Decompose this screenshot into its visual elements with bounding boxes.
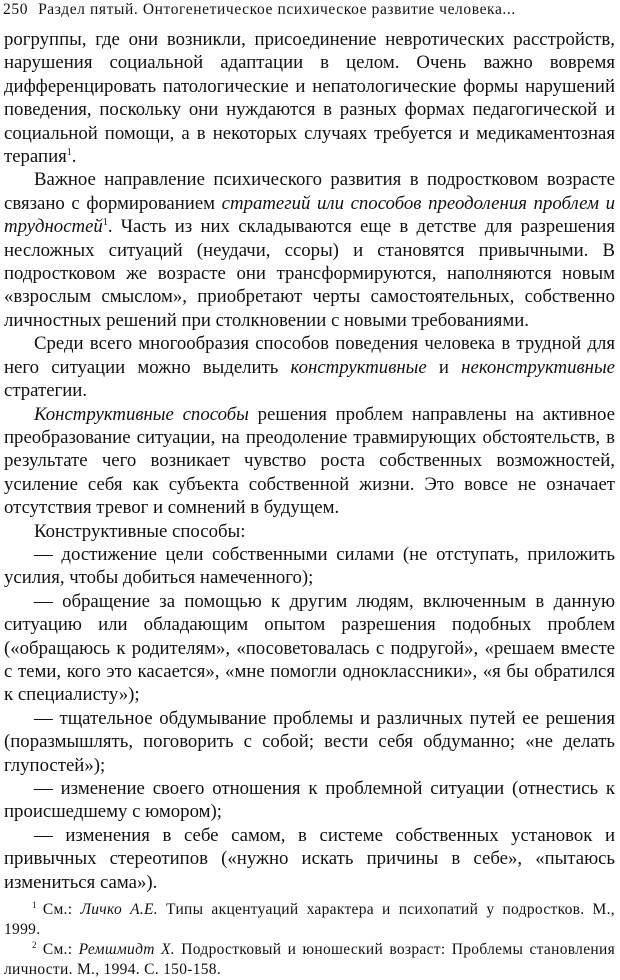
footnote [4,900,615,940]
footnote-text: Подростковый и юношеский возраст: Проблемы становления личности. М., 1994. С. 150-158. [4,941,615,978]
paragraph-text: Важное направление психического развития в подростковом возрасте связано с формированием [4,169,615,214]
footnote-ref: 1 [102,217,108,229]
list-item: — обращение за помощью к другим людям, включенным в данную ситуацию или обладающим опытом разрешения подобных проблем («обращаюсь к родителям», «посоветовалась с подругой», «решаем вместе с теми, кого это касается», «мне помогли одноклассники», «я бы обратился к специалисту»); [4,590,615,706]
paragraph-text: и [426,356,462,378]
emphasis-text: стратегий или способов преодоления проблем и трудностей [4,192,615,238]
main-text [4,28,615,894]
running-title: Раздел пятый. Онтогенетическое психическое развитие человека... [38,1,516,18]
footnote-mark: 2 [32,940,37,950]
list-item: — изменения в себе самом, в системе собственных установок и привычных стереотипов («нужно искать причины в себе», «пытаюсь измениться сама»). [4,824,615,893]
running-header [3,0,516,20]
list-item: — достижение цели собственными силами (не отступать, приложить усилия, чтобы добиться намеченного); [4,543,615,589]
footnote [4,940,615,980]
list-intro: Конструктивные способы: [34,520,246,542]
paragraph-constructive [4,403,615,520]
paragraph-text: Среди всего многообразия способов поведения человека в трудной для него ситуации можно выделить [4,333,615,378]
paragraph-text: . Часть из них складываются еще в детстве для разрешения несложных ситуаций (неудачи, ссоры) и становятся привычными. В подростковом же возрасте они трансформируются, наполняются новым «взрослым смыслом», приобретают черты самостоятельных, собственно личностных решений при столкновении с новыми требованиями. [4,216,615,331]
emphasis-text: неконструктивные [461,356,615,378]
footnote-author: Личко А.Е. [80,901,158,918]
list-item: — тщательное обдумывание проблемы и различных путей ее решения (поразмышлять, поговорить с собой; вести себя обдуманно; «не делать глупостей»); [4,707,615,776]
paragraph-text: рогруппы, где они возникли, присоединение невротических расстройств, нарушения социальной адаптации в целом. Очень важно вовремя дифференцировать патологические и непатологические формы нарушений поведения, поскольку они нуждаются в разных формах педагогической и социальной помощи, а в некоторых случаях требуется и медикаментозная терапия [4,29,615,168]
paragraph-strategy-types [4,332,615,402]
emphasis-text: конструктивные [290,356,427,378]
list-item: — изменение своего отношения к проблемной ситуации (отнестись к происшедшему с юмором); [4,778,615,823]
footnote-ref: 1 [66,147,72,159]
footnotes [4,900,615,980]
emphasis-text: Конструктивные способы [34,403,249,425]
paragraph-text: стратегии. [4,380,88,402]
footnote-text: См.: [42,941,79,958]
page-number: 250 [3,1,29,18]
footnote-author: Ремшмидт Х. [78,941,175,958]
footnote-mark: 1 [32,900,37,910]
paragraph-continuation: рогруппы, где они возникли, присоединение невротических расстройств, нарушения социальной адаптации в целом. Очень важно вовремя дифференцировать патологические и непатологические формы нарушений поведения, поскольку они нуждаются в разных формах педагогической и социальной помощи, а в некоторых случаях требуется и медикаментозная терапия$^1$. [4,29,615,168]
footnote-text: См.: [42,901,81,918]
paragraph-text: решения проблем направлены на активное преобразование ситуации, на преодоление травмирующих обстоятельств, в результате чего возникает чувство роста собственных возможностей, усиление себя как субъекта собственной жизни. Это вовсе не означает отсутствия тревог и сомнений в будущем. [4,403,615,519]
paragraph-coping-strategies [4,168,615,332]
footnote-text: Типы акцентуаций характера и психопатий у подростков. М., 1999. [4,901,615,938]
